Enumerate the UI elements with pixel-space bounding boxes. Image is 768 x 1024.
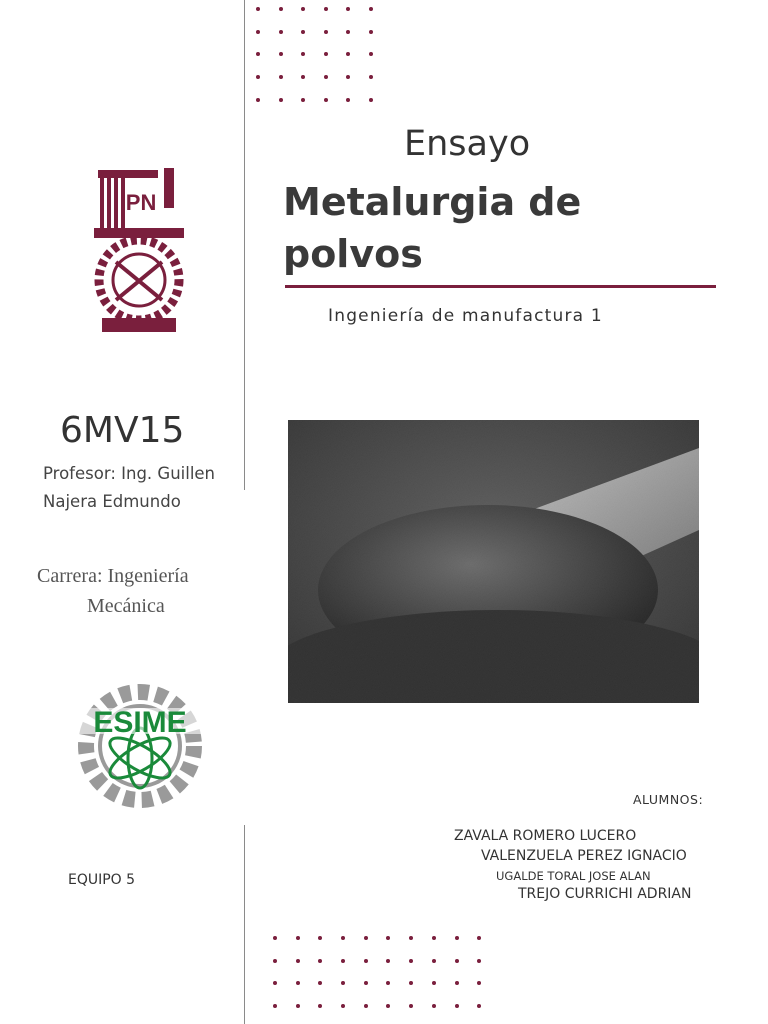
decorative-dot [256, 30, 260, 34]
decorative-dot [432, 981, 436, 985]
decorative-dot [341, 936, 345, 940]
decorative-dot [386, 981, 390, 985]
decorative-dot [455, 1004, 459, 1008]
decorative-dot [364, 936, 368, 940]
decorative-dot [364, 1004, 368, 1008]
decorative-dot [346, 98, 350, 102]
group-code: 6MV15 [60, 410, 185, 451]
decorative-dot [369, 75, 373, 79]
student-name: ZAVALA ROMERO LUCERO [454, 828, 637, 844]
decorative-dot [455, 936, 459, 940]
decorative-dot [279, 75, 283, 79]
decorative-dot [341, 981, 345, 985]
decorative-dot [409, 981, 413, 985]
decorative-dot [273, 936, 277, 940]
divider-line-bottom [244, 825, 245, 1024]
decorative-dot [455, 959, 459, 963]
page-title: Metalurgia de polvos [283, 180, 582, 276]
decorative-dot [296, 981, 300, 985]
decorative-dot [409, 936, 413, 940]
decorative-dot [341, 1004, 345, 1008]
professor-name: Profesor: Ing. Guillen Najera Edmundo [43, 464, 216, 511]
student-name: UGALDE TORAL JOSE ALAN [496, 869, 651, 883]
decorative-dot [346, 75, 350, 79]
decorative-dot [386, 936, 390, 940]
essay-label: Ensayo [404, 124, 531, 164]
career-label [37, 561, 237, 621]
decorative-dots-bottom [273, 936, 481, 1008]
decorative-dot [477, 936, 481, 940]
ipn-logo [88, 168, 190, 338]
decorative-dot [256, 98, 260, 102]
decorative-dot [346, 52, 350, 56]
decorative-dot [256, 75, 260, 79]
decorative-dot [296, 936, 300, 940]
decorative-dot [369, 98, 373, 102]
ipn-logo-text: IPN [119, 190, 157, 215]
career-line-2: Mecánica [87, 595, 165, 617]
decorative-dot [324, 7, 328, 11]
decorative-dot [318, 936, 322, 940]
subject-name: Ingeniería de manufactura 1 [328, 306, 603, 326]
decorative-dot [279, 52, 283, 56]
decorative-dot [256, 7, 260, 11]
decorative-dot [386, 959, 390, 963]
decorative-dot [296, 959, 300, 963]
decorative-dot [409, 1004, 413, 1008]
decorative-dot [432, 936, 436, 940]
decorative-dot [318, 1004, 322, 1008]
esime-logo-text: ESIME [93, 706, 187, 739]
decorative-dot [301, 75, 305, 79]
decorative-dot [346, 30, 350, 34]
decorative-dot [318, 959, 322, 963]
decorative-dot [324, 75, 328, 79]
student-name: VALENZUELA PEREZ IGNACIO [481, 848, 687, 864]
decorative-dot [324, 98, 328, 102]
decorative-dot [273, 959, 277, 963]
decorative-dot [279, 7, 283, 11]
decorative-dots-top [256, 7, 373, 102]
student-name: TREJO CURRICHI ADRIAN [518, 886, 692, 902]
decorative-dot [477, 959, 481, 963]
decorative-dot [364, 981, 368, 985]
career-line-1: Carrera: Ingeniería [37, 565, 189, 587]
decorative-dot [301, 98, 305, 102]
metal-powder-photo [288, 420, 699, 703]
decorative-dot [273, 1004, 277, 1008]
decorative-dot [273, 981, 277, 985]
decorative-dot [432, 1004, 436, 1008]
decorative-dot [477, 981, 481, 985]
decorative-dot [409, 959, 413, 963]
decorative-dot [301, 7, 305, 11]
decorative-dot [346, 7, 350, 11]
title-underline [285, 285, 716, 288]
decorative-dot [279, 98, 283, 102]
decorative-dot [279, 30, 283, 34]
decorative-dot [318, 981, 322, 985]
decorative-dot [301, 52, 305, 56]
decorative-dot [364, 959, 368, 963]
decorative-dot [324, 52, 328, 56]
students-heading: ALUMNOS: [633, 792, 704, 807]
decorative-dot [369, 52, 373, 56]
decorative-dot [369, 7, 373, 11]
divider-line-top [244, 0, 245, 490]
decorative-dot [386, 1004, 390, 1008]
decorative-dot [301, 30, 305, 34]
esime-logo [68, 678, 213, 813]
decorative-dot [432, 959, 436, 963]
decorative-dot [341, 959, 345, 963]
decorative-dot [256, 52, 260, 56]
decorative-dot [296, 1004, 300, 1008]
decorative-dot [455, 981, 459, 985]
decorative-dot [369, 30, 373, 34]
decorative-dot [477, 1004, 481, 1008]
decorative-dot [324, 30, 328, 34]
team-label: EQUIPO 5 [68, 872, 136, 888]
